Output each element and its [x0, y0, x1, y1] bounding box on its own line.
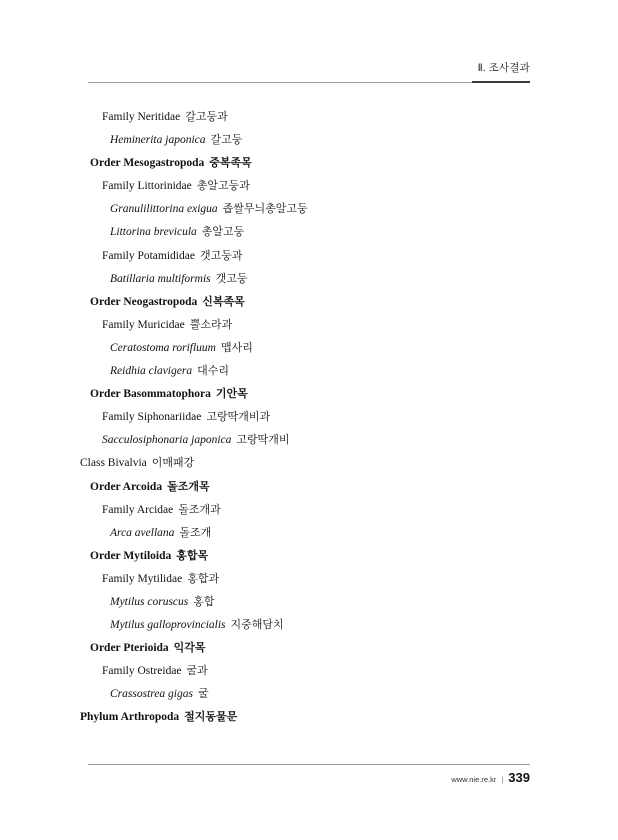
taxon-scientific-name: Heminerita japonica — [110, 134, 206, 147]
taxonomy-entry — [80, 528, 538, 540]
taxonomy-entry — [80, 320, 538, 332]
taxonomy-entry — [80, 158, 538, 170]
page-header — [88, 60, 530, 86]
footer-url: www.nie.re.kr — [451, 775, 497, 784]
taxon-korean-name: 고랑딱개비 — [236, 434, 290, 447]
taxonomy-entry — [80, 712, 538, 724]
taxon-rank-name: Family Mytilidae — [102, 572, 183, 585]
taxon-korean-name: 돌조개 — [179, 526, 212, 539]
taxon-korean-name: 이매패강 — [151, 457, 195, 470]
taxon-korean-name: 절지동물문 — [184, 711, 238, 724]
taxon-korean-name: 고랑딱개비과 — [206, 411, 271, 424]
taxon-rank-name: Family Siphonariidae — [102, 411, 202, 424]
taxon-rank-name: Family Ostreidae — [102, 665, 182, 678]
taxon-scientific-name: Mytilus galloprovincialis — [110, 619, 226, 632]
taxon-korean-name: 좁쌀무늬총알고둥 — [222, 203, 308, 216]
taxon-rank-name: Phylum Arthropoda — [80, 711, 180, 724]
taxon-korean-name: 익각목 — [173, 642, 206, 655]
taxon-korean-name: 홍합과 — [187, 572, 220, 585]
taxon-korean-name: 대수리 — [197, 365, 229, 378]
taxon-korean-name: 홍합목 — [176, 549, 209, 562]
taxon-scientific-name: Batillaria multiformis — [110, 272, 211, 285]
footer-page-number: 339 — [508, 770, 530, 785]
taxon-korean-name: 신복족목 — [202, 295, 245, 308]
taxonomy-entry — [80, 643, 538, 655]
taxon-scientific-name: Reidhia clavigera — [110, 365, 193, 378]
taxonomy-entry — [80, 458, 538, 470]
taxon-scientific-name: Mytilus coruscus — [110, 595, 189, 608]
taxon-rank-name: Order Arcoida — [90, 480, 163, 493]
taxonomy-entry — [80, 181, 538, 193]
page-footer — [88, 764, 530, 788]
taxon-rank-name: Class Bivalvia — [80, 457, 147, 470]
taxon-rank-name: Family Littorinidae — [102, 180, 192, 193]
taxonomy-entry — [80, 689, 538, 701]
taxon-korean-name: 지중해담치 — [230, 619, 284, 632]
taxon-korean-name: 갈고둥과 — [185, 111, 228, 123]
taxonomy-entry — [80, 204, 538, 216]
taxon-rank-name: Order Mesogastropoda — [90, 157, 205, 170]
taxon-rank-name: Order Mytiloida — [90, 549, 172, 562]
taxonomy-entry — [80, 297, 538, 309]
taxonomy-entry — [80, 112, 538, 124]
header-divider-accent — [472, 81, 530, 83]
taxonomy-entry — [80, 343, 538, 355]
taxon-korean-name: 굴과 — [186, 665, 208, 678]
taxonomy-entry — [80, 251, 538, 263]
taxonomy-entry — [80, 597, 538, 609]
taxon-rank-name: Order Neogastropoda — [90, 295, 198, 308]
taxon-korean-name: 중복족목 — [209, 157, 252, 170]
taxonomy-entry — [80, 505, 538, 517]
taxonomy-entry — [80, 482, 538, 494]
taxonomy-entry — [80, 551, 538, 563]
taxon-rank-name: Order Basommatophora — [90, 388, 211, 401]
taxon-korean-name: 갯고둥 — [215, 272, 248, 285]
taxon-korean-name: 뿔소라과 — [189, 318, 233, 331]
taxon-scientific-name: Crassostrea gigas — [110, 688, 193, 701]
taxon-rank-name: Family Potamididae — [102, 249, 195, 262]
taxon-rank-name: Family Neritidae — [102, 111, 181, 123]
taxon-scientific-name: Sacculosiphonaria japonica — [102, 434, 232, 447]
taxon-korean-name: 갯고둥과 — [199, 249, 243, 262]
taxonomy-entry — [80, 435, 538, 447]
taxonomy-entry — [80, 412, 538, 424]
taxonomy-entry — [80, 574, 538, 586]
taxon-rank-name: Order Pterioida — [90, 642, 169, 655]
taxonomy-entry — [80, 620, 538, 632]
taxon-scientific-name: Arca avellana — [110, 526, 175, 539]
taxon-korean-name: 총알고둥과 — [196, 180, 250, 193]
taxonomy-list — [80, 112, 538, 736]
taxon-korean-name: 돌조개과 — [178, 503, 221, 516]
taxon-korean-name: 총알고둥 — [201, 226, 245, 239]
taxon-korean-name: 굴 — [197, 688, 209, 701]
taxonomy-entry — [80, 227, 538, 239]
taxon-scientific-name: Littorina brevicula — [110, 226, 197, 239]
footer-meta — [451, 770, 530, 785]
taxonomy-entry — [80, 366, 538, 378]
taxon-rank-name: Family Muricidae — [102, 318, 185, 331]
taxon-scientific-name: Ceratostoma rorifluum — [110, 341, 216, 354]
taxon-rank-name: Family Arcidae — [102, 503, 174, 516]
taxon-korean-name: 홍합 — [193, 595, 215, 608]
taxonomy-entry — [80, 135, 538, 147]
taxon-korean-name: 맵사리 — [220, 341, 253, 354]
taxonomy-entry — [80, 274, 538, 286]
taxonomy-entry — [80, 389, 538, 401]
taxon-korean-name: 돌조개목 — [167, 480, 210, 493]
taxonomy-entry — [80, 666, 538, 678]
header-section-label: Ⅱ. 조사결과 — [477, 63, 530, 74]
taxon-scientific-name: Granulilittorina exigua — [110, 203, 218, 216]
taxon-korean-name: 기안목 — [215, 388, 248, 401]
footer-divider — [88, 764, 530, 765]
header-divider — [88, 82, 530, 83]
footer-separator: | — [501, 775, 504, 784]
taxon-korean-name: 갈고둥 — [210, 134, 243, 147]
